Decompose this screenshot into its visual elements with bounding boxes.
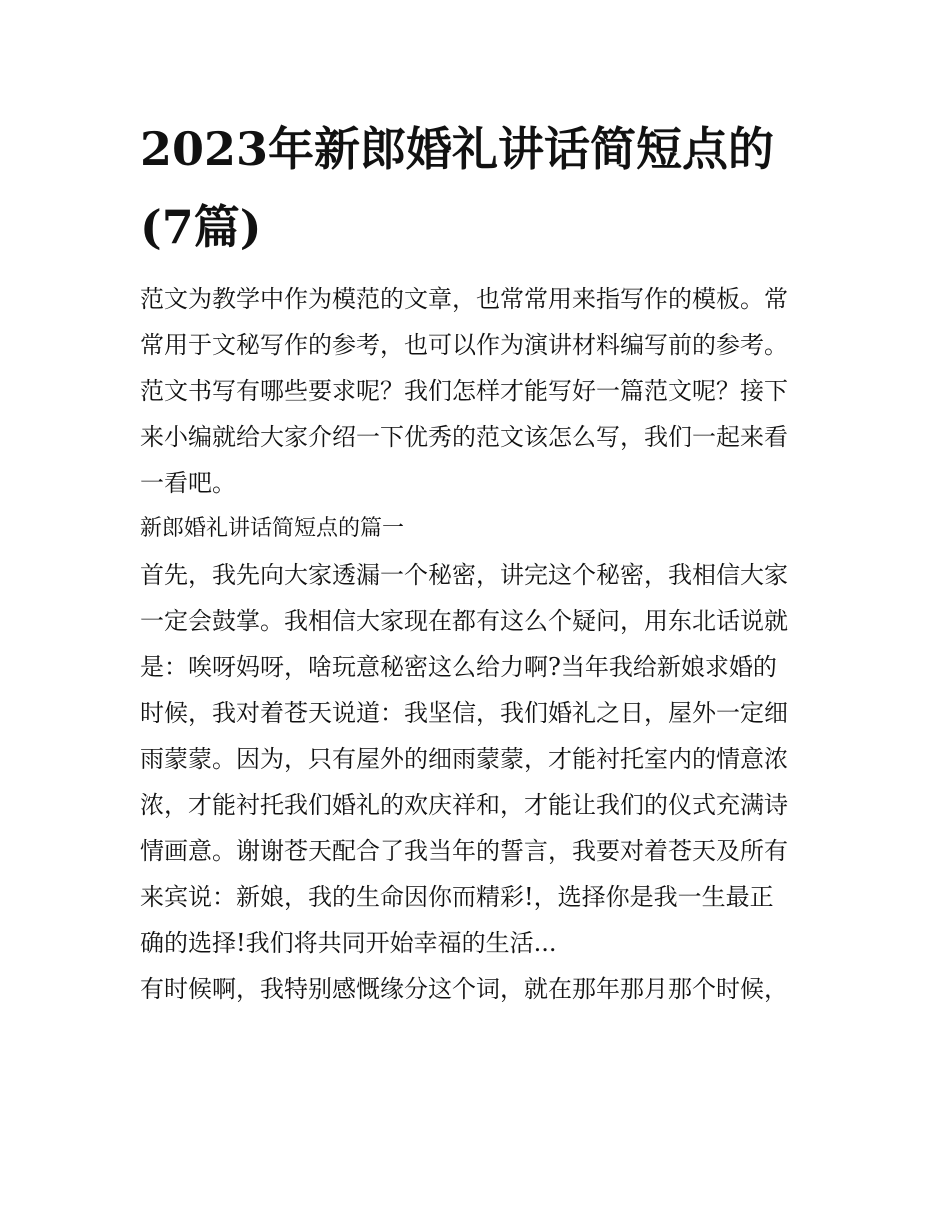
body-line: 浓，才能衬托我们婚礼的欢庆祥和，才能让我们的仪式充满诗 <box>140 791 788 819</box>
next-paragraph-line: 有时候啊，我特别感慨缘分这个词，就在那年那月那个时候， <box>140 975 788 1003</box>
intro-line: 范文为教学中作为模范的文章，也常常用来指写作的模板。常 <box>140 285 788 313</box>
intro-line: 一看吧。 <box>140 469 236 497</box>
title-line-2: (7篇) <box>140 200 262 254</box>
intro-line: 来小编就给大家介绍一下优秀的范文该怎么写，我们一起来看 <box>140 423 788 451</box>
body-line: 确的选择!我们将共同开始幸福的生活... <box>140 929 557 957</box>
section-heading: 新郎婚礼讲话简短点的篇一 <box>140 516 405 541</box>
body-line: 一定会鼓掌。我相信大家现在都有这么个疑问，用东北话说就 <box>140 607 788 635</box>
title-line-1: 2023年新郎婚礼讲话简短点的 <box>140 122 775 176</box>
body-line: 首先，我先向大家透漏一个秘密，讲完这个秘密，我相信大家 <box>140 561 788 589</box>
body-line: 情画意。谢谢苍天配合了我当年的誓言，我要对着苍天及所有 <box>140 837 788 865</box>
body-paragraph <box>140 552 812 966</box>
body-line: 来宾说：新娘，我的生命因你而精彩!，选择你是我一生最正 <box>140 883 774 911</box>
intro-paragraph <box>140 276 812 506</box>
document-page <box>140 110 812 1012</box>
document-title <box>140 110 812 266</box>
body-line: 时候，我对着苍天说道：我坚信，我们婚礼之日，屋外一定细 <box>140 699 788 727</box>
intro-line: 常用于文秘写作的参考，也可以作为演讲材料编写前的参考。 <box>140 331 788 359</box>
intro-line: 范文书写有哪些要求呢？我们怎样才能写好一篇范文呢？接下 <box>140 377 788 405</box>
body-line: 雨蒙蒙。因为，只有屋外的细雨蒙蒙，才能衬托室内的情意浓 <box>140 745 788 773</box>
body-line: 是：唉呀妈呀，啥玩意秘密这么给力啊?当年我给新娘求婚的 <box>140 653 777 681</box>
